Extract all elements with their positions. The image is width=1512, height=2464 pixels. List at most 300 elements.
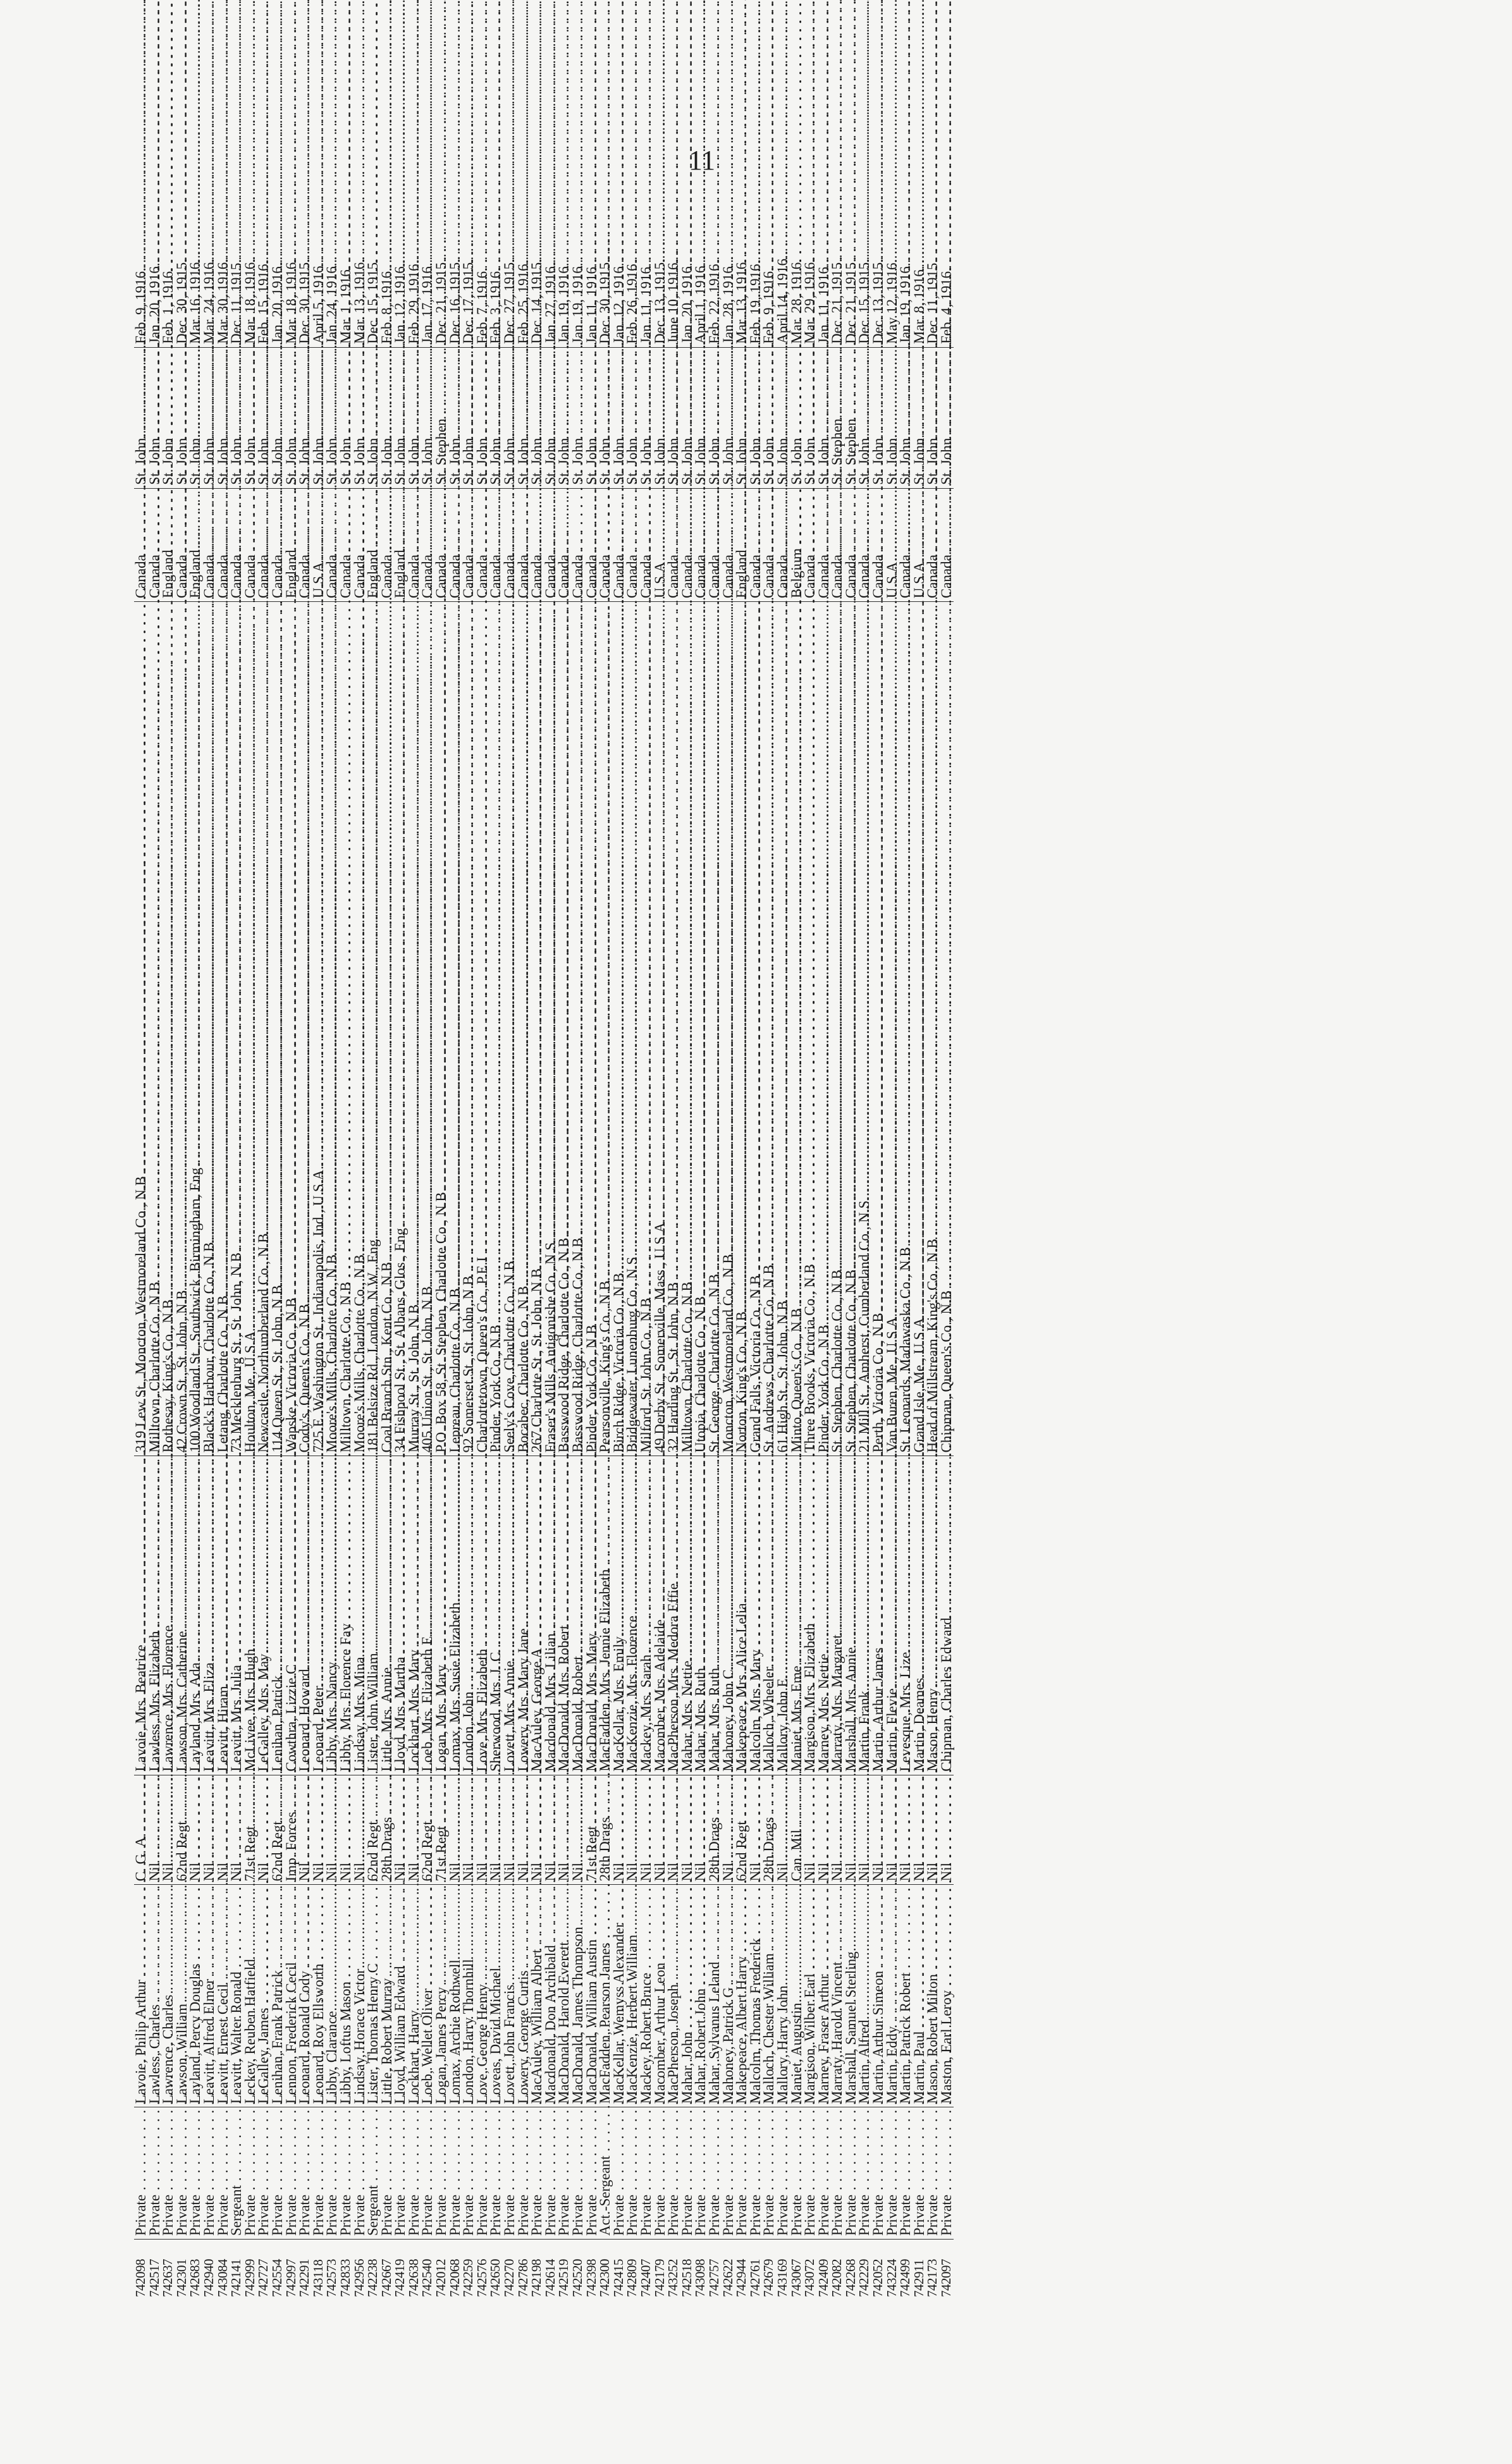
table-row (434, 192, 448, 2297)
enlistment-place: St. John . . . (612, 347, 626, 488)
former-corps: 71st Regt . . . (243, 1775, 257, 1885)
former-corps: 28th Drags . . . (598, 1775, 612, 1885)
regimental-number: 742012 (433, 2259, 449, 2297)
birth-country: Canada . . . (871, 488, 885, 601)
birth-country: Canada . . . (325, 488, 339, 601)
birth-country: Canada . . . (803, 488, 817, 601)
next-of-kin: Lomax, Mrs. Susie Elizabeth . . . (448, 1456, 462, 1775)
table-row (530, 192, 544, 2297)
enlistment-date: Jan. 11, 1916. (817, 192, 831, 347)
rank: Private . . . (844, 2107, 858, 2240)
soldier-name: Lindsay, Horace Victor . . . (353, 1885, 367, 2107)
roll-rows (134, 192, 954, 2297)
soldier-name: Leavitt, Walter Ronald . . . (230, 1885, 243, 2107)
kin-address: Letang, Charlotte Co., N.B . . . (216, 602, 230, 1456)
rank: Private . . . (134, 2107, 148, 2240)
former-corps: Nil . . . (530, 1775, 544, 1885)
soldier-name: Margison, Wilber Earl . . . (803, 1885, 817, 2107)
birth-country: Canada . . . (749, 488, 763, 601)
enlistment-place: St. John . . . (202, 347, 216, 488)
next-of-kin: Malcolm, Mrs. Mary . . . (749, 1456, 763, 1775)
enlistment-date: Mar. 28, 1916. (790, 192, 804, 347)
birth-country: England . . . (161, 488, 175, 601)
enlistment-place: St. John . . . (517, 347, 531, 488)
rank: Private . . . (148, 2107, 162, 2240)
table-row (380, 192, 394, 2297)
enlistment-date: Feb. 26, 1916. (625, 192, 639, 347)
next-of-kin: Levesque, Mrs. Lize . . . (899, 1456, 913, 1775)
kin-address: 42 Crown St., St. John, N.B . . . (175, 602, 189, 1456)
former-corps: 28th Drags . . . (762, 1775, 776, 1885)
enlistment-date: Jan. 17, 1916. (421, 192, 434, 347)
birth-country: Canada . . . (557, 488, 571, 601)
former-corps: Nil . . . (544, 1775, 558, 1885)
kin-address: Charlottetown, Queen's Co., P.E.I . . . (476, 602, 489, 1456)
kin-address: 267 Charlotte St., St. John, N.B . . . (530, 602, 544, 1456)
kin-address: Norton, King's Co., N.B . . . (735, 602, 749, 1456)
soldier-name: Lister, Thomas Henry C . . . (366, 1885, 380, 2107)
regimental-number: 742638 (405, 2259, 421, 2297)
former-corps: Nil . . . (817, 1775, 831, 1885)
enlistment-date: Mar. 16, 1916. (188, 192, 202, 347)
next-of-kin: Lowery, Mrs. Mary Jane . . . (517, 1456, 531, 1775)
enlistment-date: Feb. 4, 1916. (940, 192, 954, 347)
regimental-number: 742268 (842, 2259, 858, 2297)
enlistment-place: St. John . . . (271, 347, 285, 488)
enlistment-date: Dec. 11, 1915. (926, 192, 940, 347)
next-of-kin: Martin, Flevie . . . (885, 1456, 899, 1775)
next-of-kin: Lloyd, Mrs. Martha . . . (393, 1456, 407, 1775)
kin-address: Milford, St. John Co., N.B . . . (639, 602, 653, 1456)
soldier-name: Martin, Eddy . . . (885, 1885, 899, 2107)
birth-country: Canada . . . (667, 488, 680, 601)
birth-country: U.S.A . . . (312, 488, 326, 601)
kin-address: Milltown, Charlotte Co., N.B . . . (339, 602, 353, 1456)
rank: Private . . . (202, 2107, 216, 2240)
kin-address: 100 Woodland St., Southwick, Birmingham, Eng . . . (188, 602, 202, 1456)
rank: Private . . . (694, 2107, 708, 2240)
enlistment-date: Feb. 9, 1916. (134, 192, 148, 347)
next-of-kin: MacDonald, Mrs. Robert . . . (557, 1456, 571, 1775)
kin-address: 49 Derby St., Somerville, Mass., U.S.A . . . (653, 602, 667, 1456)
former-corps: Nil . . . (694, 1775, 708, 1885)
table-row (625, 192, 639, 2297)
kin-address: 405 Union St., St. John, N.B . . . (421, 602, 434, 1456)
table-row (175, 192, 189, 2297)
regimental-number: 742098 (133, 2259, 148, 2297)
kin-address: St. Stephen, Charlotte Co., N.B . . . (844, 602, 858, 1456)
table-row (339, 192, 353, 2297)
next-of-kin: LeGalley, Mrs. May . . . (257, 1456, 271, 1775)
enlistment-place: St. John . . . (243, 347, 257, 488)
enlistment-date: Mar. 18, 1916. (285, 192, 298, 347)
kin-address: Fraser's Mills, Antigonishe Co., N.S . . . (544, 602, 558, 1456)
regimental-number: 742940 (200, 2259, 216, 2297)
enlistment-place: St. John . . . (134, 347, 148, 488)
table-row (776, 192, 790, 2297)
enlistment-place: St. John . . . (585, 347, 599, 488)
regimental-number: 743098 (692, 2259, 708, 2297)
regimental-number: 742052 (870, 2259, 886, 2297)
soldier-name: Lennon, Frederick Cecil . . . (285, 1885, 298, 2107)
former-corps: Nil . . . (148, 1775, 162, 1885)
table-row (312, 192, 326, 2297)
rank: Private . . . (530, 2107, 544, 2240)
former-corps: Nil . . . (448, 1775, 462, 1885)
table-row (899, 192, 913, 2297)
enlistment-date: Mar. 1, 1916. (339, 192, 353, 347)
table-row (639, 192, 653, 2297)
former-corps: 62nd Regt . . . (735, 1775, 749, 1885)
enlistment-date: Dec. 11, 1915. (230, 192, 243, 347)
enlistment-place: St. John . . . (448, 347, 462, 488)
birth-country: Canada . . . (448, 488, 462, 601)
former-corps: Nil . . . (844, 1775, 858, 1885)
kin-address: Cody's, Queen's Co., N.B . . . (298, 602, 312, 1456)
kin-address: St. Andrews, Charlotte Co., N.B . . . (762, 602, 776, 1456)
birth-country: Canada . . . (844, 488, 858, 601)
regimental-number: 743169 (774, 2259, 790, 2297)
table-row (285, 192, 298, 2297)
enlistment-place: St. John . . . (380, 347, 394, 488)
former-corps: 62nd Regt . . . (175, 1775, 189, 1885)
next-of-kin: Chipman, Charles Edward . . . (940, 1456, 954, 1775)
table-row (421, 192, 434, 2297)
rank: Private . . . (489, 2107, 503, 2240)
regimental-number: 742068 (446, 2259, 462, 2297)
birth-country: Canada . . . (421, 488, 434, 601)
table-row (544, 192, 558, 2297)
former-corps: Nil . . . (913, 1775, 926, 1885)
regimental-number: 742683 (187, 2259, 203, 2297)
next-of-kin: Lovett, Mrs. Annie . . . (503, 1456, 517, 1775)
former-corps: Nil . . . (489, 1775, 503, 1885)
enlistment-date: Dec. 30, 1915. (598, 192, 612, 347)
regimental-number: 742727 (255, 2259, 271, 2297)
enlistment-place: St. Stephen . . . (830, 347, 844, 488)
former-corps: Nil . . . (612, 1775, 626, 1885)
enlistment-place: St. John . . . (776, 347, 790, 488)
table-row (257, 192, 271, 2297)
enlistment-date: Feb. 29, 1916. (407, 192, 421, 347)
birth-country: Canada . . . (830, 488, 844, 601)
rank: Private . . . (762, 2107, 776, 2240)
former-corps: 62nd Regt . . . (366, 1775, 380, 1885)
enlistment-place: St. John . . . (339, 347, 353, 488)
former-corps: Nil . . . (667, 1775, 680, 1885)
next-of-kin: Libby, Mrs. Nancy . . . (325, 1456, 339, 1775)
kin-address: St. George, Charlotte Co., N.B . . . (708, 602, 722, 1456)
former-corps: Nil . . . (503, 1775, 517, 1885)
rank: Private . . . (722, 2107, 735, 2240)
table-row (134, 192, 148, 2297)
soldier-name: Libby, Loftus Mason . . . (339, 1885, 353, 2107)
former-corps: Nil . . . (407, 1775, 421, 1885)
table-row (612, 192, 626, 2297)
regimental-number: 743084 (214, 2259, 230, 2297)
soldier-name: Loeb, Wellet Oliver . . . (421, 1885, 434, 2107)
kin-address: Milltown, Charlotte Co., N.B . . . (148, 602, 162, 1456)
enlistment-place: St. John . . . (161, 347, 175, 488)
rank: Private . . . (585, 2107, 599, 2240)
regimental-number: 742761 (747, 2259, 763, 2297)
regimental-number: 742622 (720, 2259, 735, 2297)
enlistment-place: St. John . . . (694, 347, 708, 488)
rank: Private . . . (161, 2107, 175, 2240)
enlistment-place: St. John . . . (708, 347, 722, 488)
next-of-kin: Lister, John William . . . (366, 1456, 380, 1775)
kin-address: Pinder, York Co., N.B . . . (489, 602, 503, 1456)
rank: Private . . . (926, 2107, 940, 2240)
birth-country: Canada . . . (598, 488, 612, 601)
table-row (762, 192, 776, 2297)
enlistment-place: St. John . . . (353, 347, 367, 488)
soldier-name: Leckey, Reuben Hatfield . . . (243, 1885, 257, 2107)
soldier-name: Makepeace, Albert Harry . . . (735, 1885, 749, 2107)
soldier-name: Martin, Patrick Robert . . . (899, 1885, 913, 2107)
enlistment-place: St. John . . . (653, 347, 667, 488)
enlistment-date: Mar. 13, 1916. (735, 192, 749, 347)
kin-address: 21 Mill St., Amherst, Cumberland Co., N.S . . . (857, 602, 871, 1456)
enlistment-date: Dec. 13, 1915. (871, 192, 885, 347)
enlistment-date: April 14, 1916. (776, 192, 790, 347)
enlistment-place: St. John . . . (421, 347, 434, 488)
soldier-name: Martin, Paul . . . (913, 1885, 926, 2107)
page-number: 11 (688, 145, 716, 176)
regimental-number: 742997 (283, 2259, 298, 2297)
next-of-kin: MacFadden, Mrs. Jennie Elizabeth . . . (598, 1456, 612, 1775)
enlistment-date: Feb. 19, 1916. (749, 192, 763, 347)
regimental-number: 742270 (501, 2259, 517, 2297)
enlistment-date: Feb. 25, 1916. (517, 192, 531, 347)
soldier-name: Macdonald, Don Archibald . . . (544, 1885, 558, 2107)
next-of-kin: Mahar, Mrs. Nettie . . . (680, 1456, 694, 1775)
regimental-number: 742554 (269, 2259, 285, 2297)
enlistment-date: Jan. 27, 1916. (544, 192, 558, 347)
enlistment-place: St. John . . . (817, 347, 831, 488)
next-of-kin: Mason, Henry . . . (926, 1456, 940, 1775)
regimental-number: 742173 (925, 2259, 940, 2297)
soldier-name: Marney, Fraser Arthur . . . (817, 1885, 831, 2107)
soldier-name: Maston, Earl Leroy . . . (940, 1885, 954, 2107)
soldier-name: MacDonald, William Austin . . . (585, 1885, 599, 2107)
soldier-name: Lawson, William . . . (175, 1885, 189, 2107)
enlistment-date: Jan. 19, 1916. (571, 192, 585, 347)
regimental-number: 742809 (624, 2259, 640, 2297)
next-of-kin: MacPherson, Mrs. Medora Effie . . . (667, 1456, 680, 1775)
rank: Private . . . (285, 2107, 298, 2240)
next-of-kin: MacDonald, Robert . . . (571, 1456, 585, 1775)
table-row (230, 192, 243, 2297)
enlistment-date: Jan. 24, 1916. (325, 192, 339, 347)
enlistment-place: St. John . . . (216, 347, 230, 488)
enlistment-place: St. John . . . (722, 347, 735, 488)
kin-address: St. Leonards, Madawaska Co., N.B . . . (899, 602, 913, 1456)
former-corps: Nil . . . (722, 1775, 735, 1885)
kin-address: Milltown, Charlotte Co., N.B . . . (680, 602, 694, 1456)
enlistment-date: Feb. 1, 1916. (161, 192, 175, 347)
regimental-number: 742291 (297, 2259, 312, 2297)
enlistment-place: St. John . . . (325, 347, 339, 488)
next-of-kin: Logan, Mrs. Mary . . . (434, 1456, 448, 1775)
former-corps: Nil . . . (857, 1775, 871, 1885)
next-of-kin: Malloch, Wheeler . . . (762, 1456, 776, 1775)
regimental-number: 742833 (337, 2259, 353, 2297)
soldier-name: Mackey, Robert Bruce . . . (639, 1885, 653, 2107)
enlistment-place: St. John . . . (530, 347, 544, 488)
enlistment-place: St. John . . . (462, 347, 476, 488)
enlistment-place: St. John . . . (625, 347, 639, 488)
enlistment-place: St. John . . . (926, 347, 940, 488)
enlistment-date: Mar. 24, 1916. (202, 192, 216, 347)
birth-country: Canada . . . (175, 488, 189, 601)
former-corps: Nil . . . (202, 1775, 216, 1885)
next-of-kin: Mahoney, John C . . . (722, 1456, 735, 1775)
kin-address: Black's Harbour, Charlotte Co., N.B . . . (202, 602, 216, 1456)
enlistment-date: Jan. 12, 1916. (612, 192, 626, 347)
regimental-number: 742415 (610, 2259, 626, 2297)
birth-country: Canada . . . (857, 488, 871, 601)
enlistment-date: Dec. 13, 1915. (653, 192, 667, 347)
former-corps: Nil . . . (257, 1775, 271, 1885)
rank: Private . . . (421, 2107, 434, 2240)
enlistment-date: Mar. 13, 1916. (353, 192, 367, 347)
enlistment-date: Feb. 9, 1916. (762, 192, 776, 347)
regimental-number: 742757 (706, 2259, 722, 2297)
enlistment-place: St. John . . . (230, 347, 243, 488)
birth-country: Canada . . . (230, 488, 243, 601)
table-row (722, 192, 735, 2297)
enlistment-place: St. John . . . (940, 347, 954, 488)
enlistment-place: St. John . . . (857, 347, 871, 488)
rank: Private . . . (625, 2107, 639, 2240)
kin-address: 61 High St., St. John, N.B . . . (776, 602, 790, 1456)
soldier-name: Lomax, Archie Rothwell . . . (448, 1885, 462, 2107)
former-corps: Nil . . . (161, 1775, 175, 1885)
rank: Private . . . (571, 2107, 585, 2240)
kin-address: Houlton, Me., U.S.A . . . (243, 602, 257, 1456)
table-row (817, 192, 831, 2297)
regimental-number: 742301 (173, 2259, 189, 2297)
rank: Private . . . (476, 2107, 489, 2240)
table-row (571, 192, 585, 2297)
enlistment-place: St. Stephen . . . (434, 347, 448, 488)
enlistment-place: St. John . . . (188, 347, 202, 488)
table-row (790, 192, 804, 2297)
birth-country: Canada . . . (544, 488, 558, 601)
birth-country: Canada . . . (257, 488, 271, 601)
birth-country: U.S.A . . . (653, 488, 667, 601)
rank: Private . . . (680, 2107, 694, 2240)
kin-address: 73 Mecklenburg St., St. John, N.B . . . (230, 602, 243, 1456)
table-row (844, 192, 858, 2297)
soldier-name: Libby, Clarance . . . (325, 1885, 339, 2107)
next-of-kin: Marney, Mrs. Nettie . . . (817, 1456, 831, 1775)
kin-address: Perth, Victoria Co., N.B . . . (871, 602, 885, 1456)
birth-country: England . . . (735, 488, 749, 601)
former-corps: Nil . . . (803, 1775, 817, 1885)
table-row (325, 192, 339, 2297)
rank: Private . . . (503, 2107, 517, 2240)
table-row (148, 192, 162, 2297)
enlistment-date: Jan. 20, 1916. (148, 192, 162, 347)
soldier-name: Marshall, Samuel Sterling . . . (844, 1885, 858, 2107)
kin-address: St. Stephen, Charlotte Co., N.B . . . (830, 602, 844, 1456)
rank: Private . . . (216, 2107, 230, 2240)
rank: Private . . . (393, 2107, 407, 2240)
birth-country: Canada . . . (489, 488, 503, 601)
table-row (476, 192, 489, 2297)
birth-country: Canada . . . (776, 488, 790, 601)
enlistment-date: Dec. 14, 1915. (530, 192, 544, 347)
enlistment-date: Dec. 16, 1915. (448, 192, 462, 347)
next-of-kin: Lawless, Mrs. Elizabeth . . . (148, 1456, 162, 1775)
next-of-kin: Maniet, Mrs. Eme . . . (790, 1456, 804, 1775)
table-row (885, 192, 899, 2297)
next-of-kin: Little, Mrs. Annie . . . (380, 1456, 394, 1775)
next-of-kin: Leonard, Peter . . . (312, 1456, 326, 1775)
rank: Private . . . (544, 2107, 558, 2240)
table-row (680, 192, 694, 2297)
enlistment-place: St. John . . . (175, 347, 189, 488)
enlistment-date: Dec. 30, 1915. (298, 192, 312, 347)
next-of-kin: MacKellar, Mrs. Emily . . . (612, 1456, 626, 1775)
regimental-number: 742650 (488, 2259, 503, 2297)
next-of-kin: Lindsay, Mrs. Mina . . . (353, 1456, 367, 1775)
kin-address: 319 Lew St., Moncton, Westmoreland Co., N.B . . . (134, 602, 148, 1456)
kin-address: 34 Fishpool St., St. Albans, Glos., Eng . . . (393, 602, 407, 1456)
birth-country: Canada . . . (298, 488, 312, 601)
table-row (735, 192, 749, 2297)
enlistment-date: Feb. 8, 1916. (380, 192, 394, 347)
enlistment-place: St. John . . . (312, 347, 326, 488)
rank: Private . . . (353, 2107, 367, 2240)
regimental-number: 742614 (542, 2259, 558, 2297)
soldier-name: MacDonald, James Thompson . . . (571, 1885, 585, 2107)
next-of-kin: Loeb, Mrs. Elizabeth E . . . (421, 1456, 434, 1775)
former-corps: Nil . . . (557, 1775, 571, 1885)
birth-country: Canada . . . (134, 488, 148, 601)
birth-country: U.S.A . . . (913, 488, 926, 601)
next-of-kin: Margison, Mrs. Elizabeth . . . (803, 1456, 817, 1775)
enlistment-date: Dec. 27, 1915. (503, 192, 517, 347)
enlistment-place: St. John . . . (899, 347, 913, 488)
table-row (803, 192, 817, 2297)
enlistment-place: St. John . . . (571, 347, 585, 488)
soldier-name: Loveas, David Michael . . . (489, 1885, 503, 2107)
enlistment-date: May 12, 1916. (885, 192, 899, 347)
table-row (188, 192, 202, 2297)
former-corps: Nil . . . (899, 1775, 913, 1885)
table-row (913, 192, 926, 2297)
next-of-kin: MacAuley, George A . . . (530, 1456, 544, 1775)
enlistment-date: Feb. 7, 1916. (476, 192, 489, 347)
regimental-number: 742229 (856, 2259, 872, 2297)
kin-address: 181 Belsize Rd., London, N.W., Eng . . . (366, 602, 380, 1456)
former-corps: Nil . . . (353, 1775, 367, 1885)
regimental-number: 742944 (734, 2259, 749, 2297)
former-corps: Nil . . . (680, 1775, 694, 1885)
regimental-number: 742573 (324, 2259, 340, 2297)
next-of-kin: Marraty, Mrs. Margaret . . . (830, 1456, 844, 1775)
birth-country: England . . . (366, 488, 380, 601)
enlistment-place: St. John . . . (407, 347, 421, 488)
birth-country: Canada . . . (612, 488, 626, 601)
rank: Private . . . (830, 2107, 844, 2240)
next-of-kin: Martin, Frank . . . (857, 1456, 871, 1775)
soldier-name: Mahoney, Patrick G . . . (722, 1885, 735, 2107)
regimental-number: 743252 (665, 2259, 681, 2297)
